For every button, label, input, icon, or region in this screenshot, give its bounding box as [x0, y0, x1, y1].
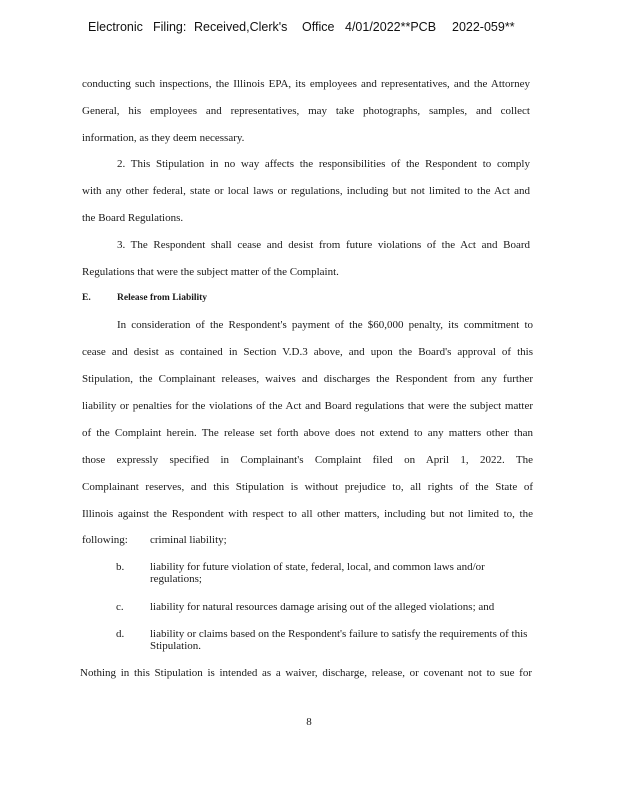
page-number: 8	[306, 716, 312, 728]
following-label: following:	[82, 534, 128, 546]
body-line: Stipulation, the Complainant releases, waives and discharges the Respondent from any further	[82, 373, 533, 385]
body-line: information, as they deem necessary.	[82, 132, 245, 144]
list-item-text: liability or claims based on the Respondent's failure to satisfy the requirements of this Stipulation.	[150, 628, 528, 652]
body-line: 2. This Stipulation in no way affects the responsibilities of the Respondent to comply	[117, 158, 530, 170]
body-line: Illinois against the Respondent with respect to all other matters, including but not limited to, the	[82, 508, 533, 520]
closing-line: Nothing in this Stipulation is intended as a waiver, discharge, release, or covenant not to sue for	[80, 667, 532, 679]
header-date: 4/01/2022**PCB	[345, 20, 437, 34]
body-line: cease and desist as contained in Section V.D.3 above, and upon the Board's approval of this	[82, 346, 533, 358]
list-item-letter: d.	[116, 628, 125, 640]
list-item-letter: c.	[116, 601, 124, 613]
header-received: Received,Clerk's	[194, 20, 288, 34]
list-item-letter: b.	[116, 561, 125, 573]
body-line: the Board Regulations.	[82, 212, 184, 224]
list-item-a: criminal liability;	[150, 534, 227, 546]
header-office: Office	[302, 20, 335, 34]
body-line: conducting such inspections, the Illinois EPA, its employees and representatives, and the Attorney	[82, 78, 530, 90]
body-line: with any other federal, state or local laws or regulations, including but not limited to the Act and	[82, 185, 530, 197]
body-line: Regulations that were the subject matter of the Complaint.	[82, 266, 339, 278]
section-heading-letter: E.	[82, 293, 91, 303]
body-line: of the Complaint herein. The release set forth above does not extend to any matters other than	[82, 427, 533, 439]
body-line: Complainant reserves, and this Stipulation is without prejudice to, all rights of the State of	[82, 481, 533, 493]
list-item-text: liability for future violation of state, federal, local, and common laws and/or regulations;	[150, 561, 485, 585]
body-line: General, his employees and representatives, may take photographs, samples, and collect	[82, 105, 530, 117]
header-filing: Filing:	[153, 20, 187, 34]
list-item-text: liability for natural resources damage arising out of the alleged violations; and	[150, 601, 495, 613]
header-docket: 2022-059**	[452, 20, 515, 34]
body-line: 3. The Respondent shall cease and desist from future violations of the Act and Board	[117, 239, 530, 251]
body-line: liability or penalties for the violations of the Act and Board regulations that were the subject matter	[82, 400, 533, 412]
section-heading-title: Release from Liability	[117, 293, 208, 303]
body-line: those expressly specified in Complainant's Complaint filed on April 1, 2022. The	[82, 454, 533, 466]
body-line: In consideration of the Respondent's payment of the $60,000 penalty, its commitment to	[117, 319, 533, 331]
header-electronic: Electronic	[88, 20, 143, 34]
